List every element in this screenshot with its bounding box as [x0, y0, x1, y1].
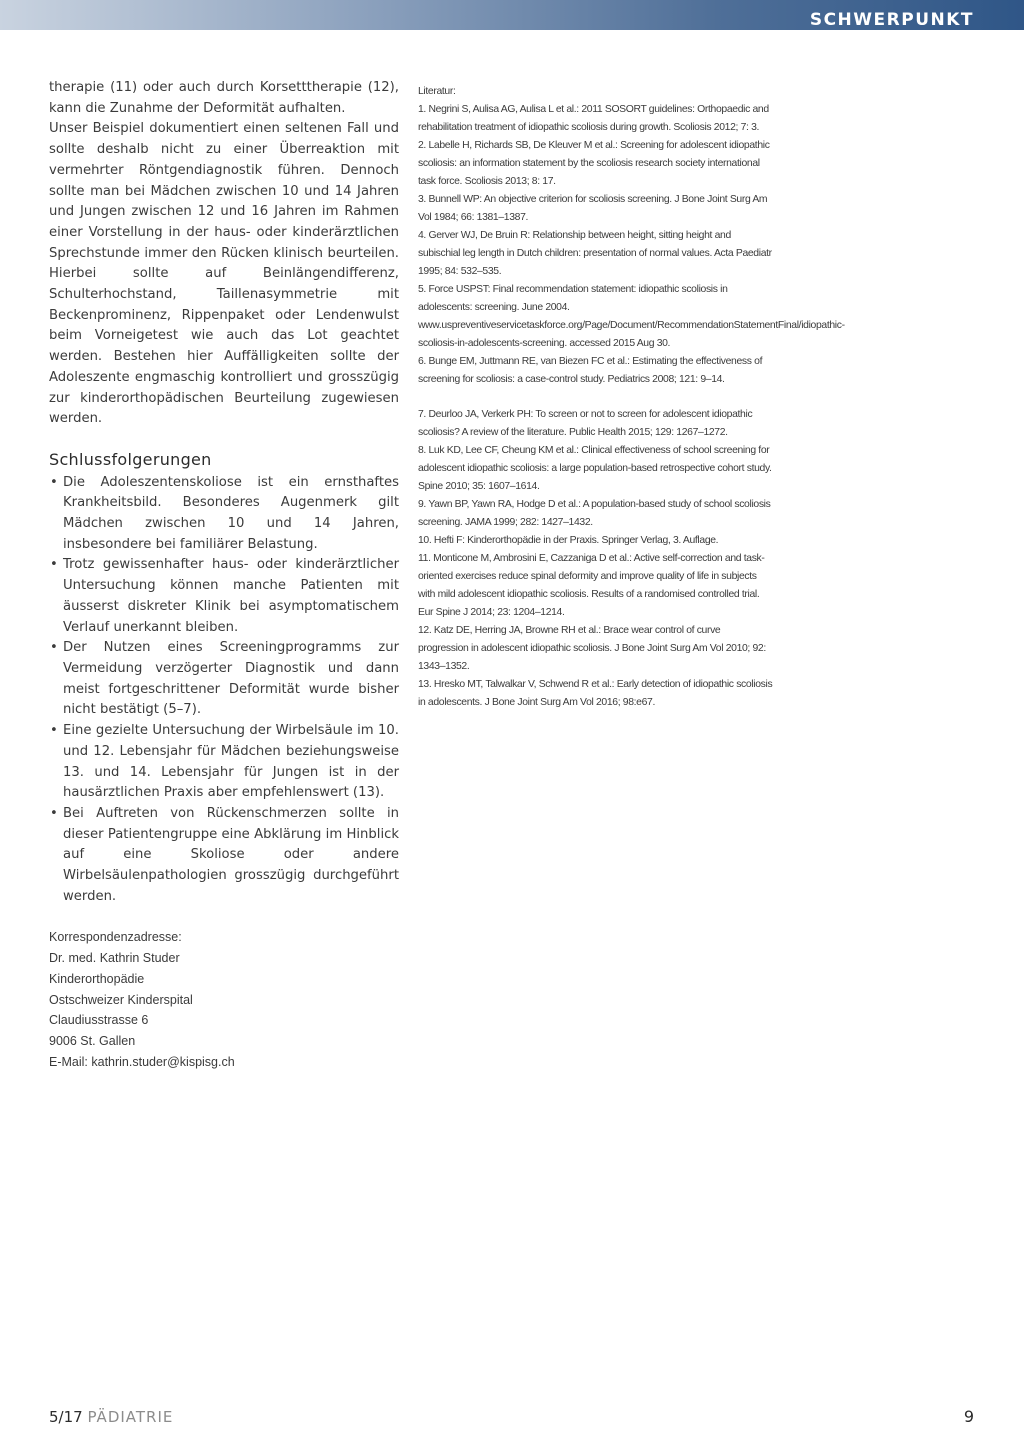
reference-item: 7. Deurloo JA, Verkerk PH: To screen or not to screen for adolescent idiopathic scoliosis? A review of the literature. Public Health 2015; 129: 1267–1272.: [418, 409, 753, 438]
literature-heading: Literatur:: [418, 86, 456, 97]
reference-item: 9. Yawn BP, Yawn RA, Hodge D et al.: A population-based study of school scoliosis screening. JAMA 1999; 282: 1427–1432.: [418, 499, 771, 528]
address-line: Ostschweizer Kinderspital: [49, 992, 193, 1007]
reference-item: 5. Force USPST: Final recommendation statement: idiopathic scoliosis in adolescents: screening. June 2004. www.uspreventiveservicetaskforce.org/Page/Document/RecommendationStatementFinal/idiopathic-scoliosis-in-adolescents-screening. accessed 2015 Aug 30.: [418, 284, 845, 349]
literature-column: [418, 83, 845, 712]
address-line: 9006 St. Gallen: [49, 1033, 136, 1048]
reference-item: 6. Bunge EM, Juttmann RE, van Biezen FC et al.: Estimating the effectiveness of screening for scoliosis: a case-control study. Pediatrics 2008; 121: 9–14.: [418, 356, 763, 385]
address-line: Dr. med. Kathrin Studer: [49, 951, 180, 966]
paragraph: Unser Beispiel dokumentiert einen seltenen Fall und sollte deshalb nicht zu einer Überreaktion mit vermehrter Röntgendiagnostik führen. Dennoch sollte man bei Mädchen zwischen 10 und 14 Jahren und Jungen zwischen 12 und 16 Jahren im Rahmen einer Vorstellung in der haus- oder kinderärztlichen Sprechstunde immer den Rücken klinisch beurteilen. Hierbei sollte auf Beinlängendifferenz, Schulterhochstand, Taillenasymmetrie mit Beckenprominenz, Rippenpaket oder Lendenwulst beim Vorneigetest wie auch das Lot geachtet werden. Bestehen hier Auffälligkeiten sollte der Adoleszente engmaschig kontrolliert und grosszügig zur kinderorthopädischen Beurteilung zugewiesen werden.: [49, 121, 399, 427]
address-line: Claudiusstrasse 6: [49, 1013, 149, 1028]
magazine-name: PÄDIATRIE: [87, 1408, 174, 1426]
reference-item: 8. Luk KD, Lee CF, Cheung KM et al.: Clinical effectiveness of school screening for adolescent idiopathic scoliosis: a large population-based retrospective cohort study. Spine 2010; 35: 1607–1614.: [418, 445, 772, 492]
reference-item: 1. Negrini S, Aulisa AG, Aulisa L et al.: 2011 SOSORT guidelines: Orthopaedic and rehabilitation treatment of idiopathic scoliosis during growth. Scoliosis 2012; 7: 3.: [418, 104, 769, 133]
footer-issue: [49, 1408, 173, 1426]
correspondence-address: [49, 927, 399, 1072]
correspondence-heading: Korrespondenzadresse:: [49, 930, 182, 945]
reference-item: 13. Hresko MT, Talwalkar V, Schwend R et al.: Early detection of idiopathic scoliosis in adolescents. J Bone Joint Surg Am Vol 2016; 98:e67.: [418, 679, 773, 708]
list-item: • Bei Auftreten von Rückenschmerzen sollte in dieser Patientengruppe eine Abklärung im Hinblick auf eine Skoliose oder andere Wirbelsäulenpathologien grosszügig durchgeführt werden.: [49, 804, 399, 908]
address-line: Kinderorthopädie: [49, 971, 145, 986]
reference-item: 12. Katz DE, Herring JA, Browne RH et al.: Brace wear control of curve progression in adolescent idiopathic scoliosis. J Bone Joint Surg Am Vol 2010; 92: 1343–1352.: [418, 625, 766, 672]
paragraph: therapie (11) oder auch durch Korsetttherapie (12), kann die Zunahme der Deformität aufhalten.: [49, 80, 399, 116]
header-band: [0, 0, 1024, 30]
email-line: E-Mail: kathrin.studer@kispisg.ch: [49, 1054, 235, 1069]
section-title: SCHWERPUNKT: [809, 10, 974, 30]
left-column: [49, 78, 399, 1072]
page-number: 9: [963, 1407, 974, 1426]
list-item: • Eine gezielte Untersuchung der Wirbelsäule im 10. und 12. Lebensjahr für Mädchen beziehungsweise 13. und 14. Lebensjahr für Jungen ist in der hausärztlichen Praxis aber empfehlenswert (13).: [49, 721, 399, 804]
conclusion-list: [49, 473, 399, 908]
reference-item: 4. Gerver WJ, De Bruin R: Relationship between height, sitting height and subischial leg length in Dutch children: presentation of normal values. Acta Paediatr 1995; 84: 532–535.: [418, 230, 772, 277]
section-heading: Schlussfolgerungen: [49, 449, 212, 469]
reference-item: 3. Bunnell WP: An objective criterion for scoliosis screening. J Bone Joint Surg Am Vol 1984; 66: 1381–1387.: [418, 194, 768, 223]
list-item: • Der Nutzen eines Screeningprogramms zur Vermeidung verzögerter Diagnostik und dann meist fortgeschrittener Deformität wurde bisher nicht bestätigt (5–7).: [49, 638, 399, 721]
issue-number: 5/17: [49, 1408, 83, 1426]
reference-item: 2. Labelle H, Richards SB, De Kleuver M et al.: Screening for adolescent idiopathic scoliosis: an information statement by the scoliosis research society international task force. Scoliosis 2013; 8: 17.: [418, 140, 770, 187]
reference-item: 10. Hefti F: Kinderorthopädie in der Praxis. Springer Verlag, 3. Auflage.: [418, 535, 719, 546]
list-item: • Trotz gewissenhafter haus- oder kinderärztlicher Untersuchung können manche Patienten mit äusserst diskreter Klinik bei asymptomatischem Verlauf unerkannt bleiben.: [49, 555, 399, 638]
reference-item: 11. Monticone M, Ambrosini E, Cazzaniga D et al.: Active self-correction and task-oriented exercises reduce spinal deformity and improve quality of life in subjects with mild adolescent idiopathic scoliosis. Results of a randomised controlled trial. Eur Spine J 2014; 23: 1204–1214.: [418, 553, 765, 618]
list-item: • Die Adoleszentenskoliose ist ein ernsthaftes Krankheitsbild. Besonderes Augenmerk gilt Mädchen zwischen 10 und 14 Jahren, insbesondere bei familiärer Belastung.: [49, 473, 399, 556]
